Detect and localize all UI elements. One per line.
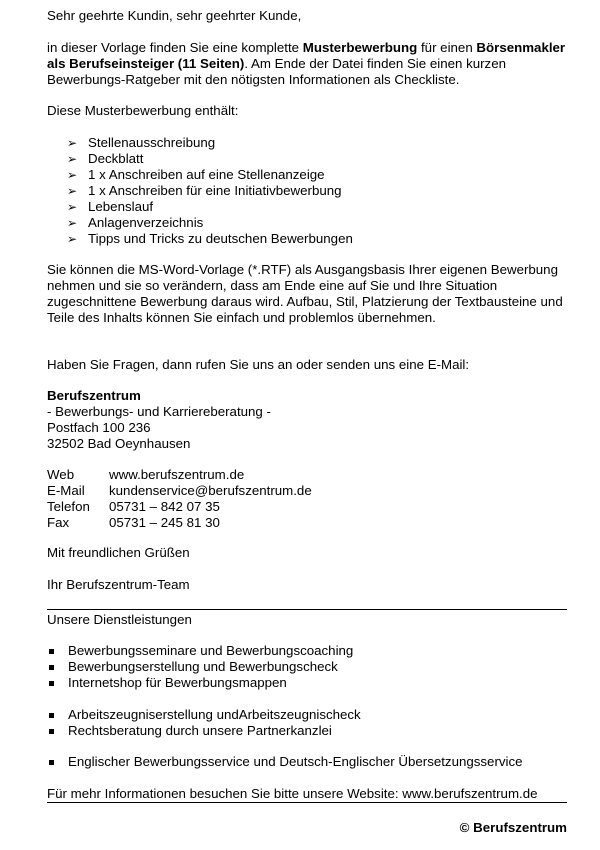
phone-number: 05731 – 842 07 35 [109, 499, 220, 514]
intro-text-3: . Am Ende der Datei finden Sie einen kurzen Bewerbungs-Ratgeber mit den nötigsten Informationen als Checkliste. [47, 56, 506, 87]
list-item: ➢ Anlagenverzeichnis [67, 215, 204, 230]
arrow-bullet-icon: ➢ [67, 200, 78, 214]
company-name: Berufszentrum [47, 388, 141, 403]
intro-bold-musterbewerbung: Musterbewerbung [302, 40, 418, 55]
contact-row-web: Web www.berufszentrum.de [47, 467, 245, 482]
list-item: Rechtsberatung durch unsere Partnerkanzlei [47, 723, 567, 739]
list-item: Internetshop für Bewerbungsmappen [47, 675, 567, 691]
more-info-text[interactable]: Für mehr Informationen besuchen Sie bitte unsere Website: www.berufszentrum.de [47, 786, 538, 801]
contact-block [47, 467, 312, 531]
list-item: ➢ Lebenslauf [67, 199, 154, 214]
address-block [47, 388, 271, 452]
arrow-bullet-icon: ➢ [67, 232, 78, 246]
divider-line [47, 609, 567, 610]
contact-row-phone: Telefon 05731 – 842 07 35 [47, 499, 220, 514]
greeting: Sehr geehrte Kundin, sehr geehrter Kunde, [47, 8, 302, 23]
arrow-bullet-icon: ➢ [67, 216, 78, 230]
services-group-2 [47, 707, 567, 739]
contents-list-wrap [47, 135, 567, 247]
copyright-text: © Berufszentrum [459, 820, 567, 835]
list-item: Englischer Bewerbungsservice und Deutsch-Englischer Übersetzungsservice [47, 754, 567, 770]
services-group-1 [47, 643, 567, 691]
company-tagline: - Bewerbungs- und Karriereberatung - [47, 404, 271, 419]
city: 32502 Bad Oeynhausen [47, 436, 191, 451]
contents-list [47, 135, 567, 247]
divider-line [47, 802, 567, 803]
list-item: Arbeitszeugniserstellung undArbeitszeugnischeck [47, 707, 567, 723]
services-group-3 [47, 754, 567, 770]
contact-row-fax: Fax 05731 – 245 81 30 [47, 515, 220, 530]
contact-row-email: E-Mail kundenservice@berufszentrum.de [47, 483, 312, 498]
intro-text-1: in dieser Vorlage finden Sie eine komplette [47, 40, 303, 55]
square-bullet-icon [49, 665, 54, 670]
list-item: ➢ Tipps und Tricks zu deutschen Bewerbungen [67, 231, 353, 246]
list-item: ➢ Deckblatt [67, 151, 144, 166]
list-item: ➢ 1 x Anschreiben auf eine Stellenanzeige [67, 167, 325, 182]
square-bullet-icon [49, 681, 54, 686]
web-link[interactable]: www.berufszentrum.de [109, 467, 245, 482]
email-link[interactable]: kundenservice@berufszentrum.de [109, 483, 312, 498]
list-item: Bewerbungsseminare und Bewerbungscoaching [47, 643, 567, 659]
square-bullet-icon [49, 760, 54, 765]
services-heading: Unsere Dienstleistungen [47, 612, 192, 627]
arrow-bullet-icon: ➢ [67, 152, 78, 166]
questions-text: Haben Sie Fragen, dann rufen Sie uns an oder senden uns eine E-Mail: [47, 357, 470, 372]
arrow-bullet-icon: ➢ [67, 184, 78, 198]
square-bullet-icon [49, 713, 54, 718]
list-item: Bewerbungserstellung und Bewerbungscheck [47, 659, 567, 675]
intro-text-2: für einen [417, 40, 477, 55]
list-item: ➢ Stellenausschreibung [67, 135, 216, 150]
list-item: ➢ 1 x Anschreiben für eine Initiativbewerbung [67, 183, 342, 198]
square-bullet-icon [49, 729, 54, 734]
signature-text: Ihr Berufszentrum-Team [47, 577, 190, 592]
intro-bold-profession: Börsenmakler als Berufseinsteiger (11 Seiten) [47, 40, 566, 71]
closing-text: Mit freundlichen Grüßen [47, 545, 190, 560]
postbox: Postfach 100 236 [47, 420, 151, 435]
body-paragraph: Sie können die MS-Word-Vorlage (*.RTF) als Ausgangsbasis Ihrer eigenen Bewerbung nehmen und sie so verändern, dass am Ende eine auf Sie und Ihre Situation zugeschnittene Bewerbung daraus wird. Aufbau, Stil, Platzierung der Textbausteine und Teile des Inhalts können Sie einfach und problemlos übernehmen. [47, 262, 563, 325]
contents-heading: Diese Musterbewerbung enthält: [47, 103, 239, 118]
arrow-bullet-icon: ➢ [67, 168, 78, 182]
square-bullet-icon [49, 649, 54, 654]
intro-paragraph [47, 40, 567, 88]
arrow-bullet-icon: ➢ [67, 136, 78, 150]
fax-number: 05731 – 245 81 30 [109, 515, 220, 530]
